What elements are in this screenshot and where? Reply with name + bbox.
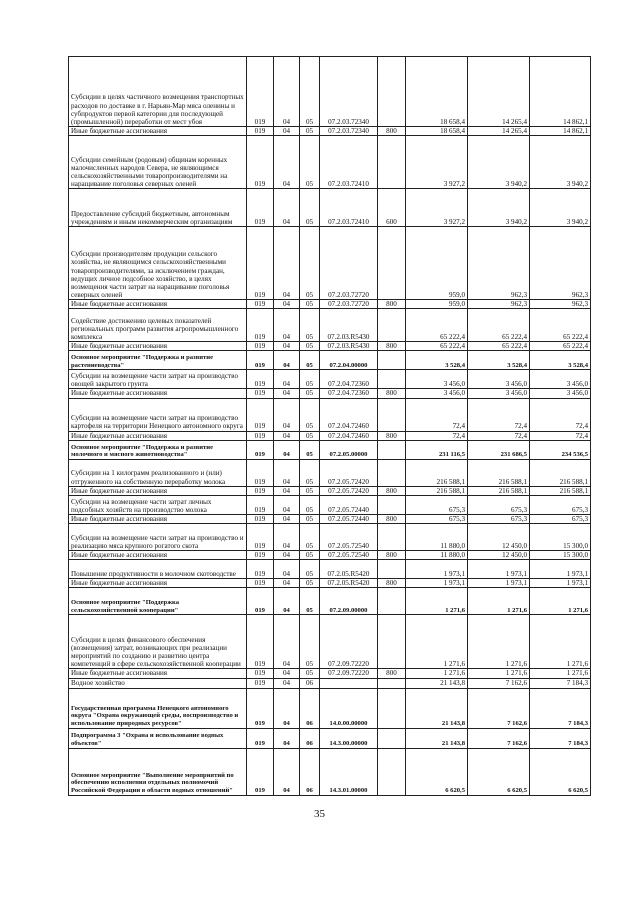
ministry-code: 019 [247, 189, 274, 227]
target-article: 07.2.03.72720 [320, 227, 378, 300]
subsection-code: 05 [300, 351, 320, 370]
ministry-code: 019 [247, 728, 274, 748]
table-row [69, 615, 591, 669]
table-row [69, 57, 591, 127]
amount-year-1: 21 143,8 [406, 678, 468, 688]
target-article: 14.0.00.00000 [320, 688, 378, 728]
table-row [69, 588, 591, 615]
row-description: Иные бюджетные ассигнования [69, 300, 247, 309]
amount-year-3: 3 456,0 [530, 389, 591, 398]
expense-type: 800 [378, 342, 406, 351]
amount-year-2: 3 940,2 [468, 189, 530, 227]
subsection-code: 05 [300, 389, 320, 398]
target-article: 07.2.04.72360 [320, 389, 378, 398]
section-code: 04 [274, 524, 300, 551]
section-code: 04 [274, 688, 300, 728]
section-code: 04 [274, 342, 300, 351]
amount-year-1: 231 116,5 [406, 440, 468, 459]
amount-year-1: 216 588,1 [406, 459, 468, 486]
expense-type: 800 [378, 669, 406, 678]
ministry-code: 019 [247, 342, 274, 351]
ministry-code: 019 [247, 440, 274, 459]
expense-type: 800 [378, 514, 406, 523]
row-description: Субсидии на возмещение части затрат личных подсобных хозяйств на производство молока [69, 495, 247, 514]
target-article: 07.2.03.72720 [320, 300, 378, 309]
section-code: 04 [274, 615, 300, 669]
table-row [69, 342, 591, 351]
amount-year-2: 1 271,6 [468, 588, 530, 615]
amount-year-3: 962,3 [530, 300, 591, 309]
expense-type [378, 615, 406, 669]
amount-year-3: 7 184,3 [530, 728, 591, 748]
row-description: Иные бюджетные ассигнования [69, 431, 247, 440]
row-description: Субсидии на возмещение части затрат на производство и реализацию мяса крупного рогатого скота [69, 524, 247, 551]
amount-year-1: 72,4 [406, 398, 468, 431]
expense-type [378, 728, 406, 748]
amount-year-1: 11 880,0 [406, 524, 468, 551]
ministry-code: 019 [247, 351, 274, 370]
amount-year-3: 6 620,5 [530, 748, 591, 795]
row-description: Содействие достижению целевых показателей региональных программ развития агропромышленного комплекса [69, 309, 247, 342]
table-row [69, 459, 591, 486]
table-row [69, 495, 591, 514]
row-description: Государственная программа Ненецкого автономного округа "Охрана окружающей среды, воспроизводство и использование природных ресурсов" [69, 688, 247, 728]
row-description: Иные бюджетные ассигнования [69, 669, 247, 678]
subsection-code: 05 [300, 459, 320, 486]
target-article: 07.2.05.R5420 [320, 579, 378, 588]
row-description: Повышение продуктивности в молочном скотоводстве [69, 560, 247, 579]
expense-type: 800 [378, 579, 406, 588]
expense-type [378, 57, 406, 127]
target-article: 07.2.03.72340 [320, 127, 378, 136]
target-article [320, 678, 378, 688]
expense-type [378, 748, 406, 795]
expense-type [378, 495, 406, 514]
amount-year-2: 72,4 [468, 398, 530, 431]
subsection-code: 05 [300, 127, 320, 136]
expense-type [378, 136, 406, 189]
row-description: Водное хозяйство [69, 678, 247, 688]
ministry-code: 019 [247, 431, 274, 440]
amount-year-2: 3 528,4 [468, 351, 530, 370]
section-code: 04 [274, 189, 300, 227]
ministry-code: 019 [247, 678, 274, 688]
subsection-code: 05 [300, 431, 320, 440]
subsection-code: 05 [300, 615, 320, 669]
expense-type: 800 [378, 127, 406, 136]
table-row [69, 227, 591, 300]
target-article: 07.2.09.72220 [320, 669, 378, 678]
row-description: Субсидии на возмещение части затрат на производство овощей закрытого грунта [69, 370, 247, 389]
amount-year-1: 675,3 [406, 514, 468, 523]
section-code: 04 [274, 459, 300, 486]
amount-year-1: 1 271,6 [406, 588, 468, 615]
amount-year-2: 72,4 [468, 431, 530, 440]
target-article: 07.2.04.72460 [320, 431, 378, 440]
row-description: Иные бюджетные ассигнования [69, 579, 247, 588]
amount-year-3: 14 862,1 [530, 57, 591, 127]
ministry-code: 019 [247, 309, 274, 342]
ministry-code: 019 [247, 748, 274, 795]
row-description: Основное мероприятие "Выполнение мероприятий по обеспечению исполнения отдельных полномочий Российской Федерации в области водных отношений" [69, 748, 247, 795]
ministry-code: 019 [247, 136, 274, 189]
amount-year-1: 959,0 [406, 300, 468, 309]
section-code: 04 [274, 398, 300, 431]
ministry-code: 019 [247, 227, 274, 300]
expense-type [378, 351, 406, 370]
ministry-code: 019 [247, 551, 274, 560]
section-code: 04 [274, 389, 300, 398]
amount-year-1: 3 528,4 [406, 351, 468, 370]
table-row [69, 127, 591, 136]
subsection-code: 05 [300, 486, 320, 495]
target-article: 07.2.09.72220 [320, 615, 378, 669]
amount-year-3: 65 222,4 [530, 309, 591, 342]
subsection-code: 05 [300, 398, 320, 431]
row-description: Субсидии семейным (родовым) общинам коренных малочисленных народов Севера, не являющимся сельскохозяйственными товаропроизводителями на наращивание поголовья северных оленей [69, 136, 247, 189]
amount-year-2: 216 588,1 [468, 459, 530, 486]
section-code: 04 [274, 136, 300, 189]
amount-year-3: 72,4 [530, 431, 591, 440]
ministry-code: 019 [247, 524, 274, 551]
section-code: 04 [274, 227, 300, 300]
expense-type [378, 459, 406, 486]
row-description: Иные бюджетные ассигнования [69, 127, 247, 136]
ministry-code: 019 [247, 514, 274, 523]
amount-year-2: 962,3 [468, 227, 530, 300]
ministry-code: 019 [247, 300, 274, 309]
amount-year-3: 1 973,1 [530, 579, 591, 588]
subsection-code: 06 [300, 688, 320, 728]
expense-type [378, 588, 406, 615]
subsection-code: 05 [300, 189, 320, 227]
amount-year-1: 72,4 [406, 431, 468, 440]
amount-year-1: 1 271,6 [406, 615, 468, 669]
section-code: 04 [274, 678, 300, 688]
amount-year-2: 65 222,4 [468, 309, 530, 342]
table-row [69, 669, 591, 678]
amount-year-3: 65 222,4 [530, 342, 591, 351]
amount-year-2: 1 973,1 [468, 560, 530, 579]
section-code: 04 [274, 127, 300, 136]
amount-year-2: 7 162,6 [468, 678, 530, 688]
ministry-code: 019 [247, 57, 274, 127]
expense-type [378, 309, 406, 342]
ministry-code: 019 [247, 127, 274, 136]
target-article: 07.2.05.72540 [320, 524, 378, 551]
target-article: 07.2.05.72540 [320, 551, 378, 560]
subsection-code: 05 [300, 300, 320, 309]
row-description: Предоставление субсидий бюджетным, автономным учреждениям и иным некоммерческим организациям [69, 189, 247, 227]
amount-year-2: 7 162,6 [468, 688, 530, 728]
table-row [69, 398, 591, 431]
table-row [69, 370, 591, 389]
expense-type [378, 524, 406, 551]
table-row [69, 309, 591, 342]
subsection-code: 05 [300, 551, 320, 560]
amount-year-1: 21 143,8 [406, 688, 468, 728]
subsection-code: 05 [300, 524, 320, 551]
ministry-code: 019 [247, 398, 274, 431]
amount-year-1: 1 973,1 [406, 579, 468, 588]
amount-year-3: 1 973,1 [530, 560, 591, 579]
target-article: 07.2.03.72340 [320, 57, 378, 127]
target-article: 14.3.00.00000 [320, 728, 378, 748]
subsection-code: 06 [300, 728, 320, 748]
amount-year-1: 3 927,2 [406, 189, 468, 227]
amount-year-1: 21 143,8 [406, 728, 468, 748]
amount-year-3: 1 271,6 [530, 588, 591, 615]
amount-year-3: 7 184,3 [530, 678, 591, 688]
amount-year-2: 3 456,0 [468, 389, 530, 398]
amount-year-1: 3 456,0 [406, 389, 468, 398]
table-row [69, 136, 591, 189]
subsection-code: 05 [300, 560, 320, 579]
ministry-code: 019 [247, 579, 274, 588]
subsection-code: 05 [300, 495, 320, 514]
table-row [69, 431, 591, 440]
table-row [69, 351, 591, 370]
target-article: 07.2.03.72410 [320, 136, 378, 189]
subsection-code: 05 [300, 370, 320, 389]
table-row [69, 678, 591, 688]
amount-year-3: 3 940,2 [530, 136, 591, 189]
amount-year-3: 3 528,4 [530, 351, 591, 370]
row-description: Субсидии на возмещение части затрат на производство картофеля на территории Ненецкого автономного округа [69, 398, 247, 431]
target-article: 07.2.04.72460 [320, 398, 378, 431]
row-description: Иные бюджетные ассигнования [69, 389, 247, 398]
ministry-code: 019 [247, 615, 274, 669]
table-row [69, 560, 591, 579]
row-description: Субсидии производителям продукции сельского хозяйства, не являющимся сельскохозяйственными товаропроизводителями, за исключением граждан, ведущих личное подсобное хозяйство, в целях возмещения части затрат на наращивание поголовья северных оленей [69, 227, 247, 300]
subsection-code: 06 [300, 678, 320, 688]
target-article: 07.2.03.R5430 [320, 342, 378, 351]
row-description: Иные бюджетные ассигнования [69, 342, 247, 351]
section-code: 04 [274, 588, 300, 615]
section-code: 04 [274, 440, 300, 459]
amount-year-3: 675,3 [530, 514, 591, 523]
amount-year-3: 675,3 [530, 495, 591, 514]
subsection-code: 05 [300, 136, 320, 189]
section-code: 04 [274, 486, 300, 495]
section-code: 04 [274, 551, 300, 560]
subsection-code: 05 [300, 342, 320, 351]
table-row [69, 748, 591, 795]
section-code: 04 [274, 309, 300, 342]
expense-type: 800 [378, 389, 406, 398]
table-row [69, 551, 591, 560]
target-article: 14.3.01.00000 [320, 748, 378, 795]
amount-year-1: 65 222,4 [406, 309, 468, 342]
amount-year-1: 959,0 [406, 227, 468, 300]
section-code: 04 [274, 351, 300, 370]
amount-year-3: 1 271,6 [530, 669, 591, 678]
amount-year-1: 675,3 [406, 495, 468, 514]
row-description: Иные бюджетные ассигнования [69, 551, 247, 560]
amount-year-2: 1 271,6 [468, 669, 530, 678]
target-article: 07.2.05.72440 [320, 514, 378, 523]
amount-year-2: 12 450,0 [468, 551, 530, 560]
section-code: 04 [274, 495, 300, 514]
target-article: 07.2.09.00000 [320, 588, 378, 615]
amount-year-1: 1 271,6 [406, 669, 468, 678]
table-row [69, 300, 591, 309]
section-code: 04 [274, 431, 300, 440]
ministry-code: 019 [247, 588, 274, 615]
table-row [69, 389, 591, 398]
amount-year-2: 7 162,6 [468, 728, 530, 748]
row-description: Основное мероприятие "Поддержка сельскохозяйственной кооперации" [69, 588, 247, 615]
amount-year-3: 3 940,2 [530, 189, 591, 227]
amount-year-2: 1 973,1 [468, 579, 530, 588]
amount-year-1: 3 456,0 [406, 370, 468, 389]
amount-year-3: 72,4 [530, 398, 591, 431]
section-code: 04 [274, 748, 300, 795]
expense-type [378, 560, 406, 579]
section-code: 04 [274, 300, 300, 309]
amount-year-2: 6 620,5 [468, 748, 530, 795]
target-article: 07.2.05.72420 [320, 486, 378, 495]
row-description: Основное мероприятие "Поддержка и развитие молочного и мясного животноводства" [69, 440, 247, 459]
amount-year-3: 1 271,6 [530, 615, 591, 669]
amount-year-1: 11 880,0 [406, 551, 468, 560]
expense-type [378, 370, 406, 389]
ministry-code: 019 [247, 669, 274, 678]
subsection-code: 05 [300, 669, 320, 678]
subsection-code: 06 [300, 748, 320, 795]
subsection-code: 05 [300, 57, 320, 127]
expense-type [378, 688, 406, 728]
target-article: 07.2.04.72360 [320, 370, 378, 389]
expense-type: 800 [378, 551, 406, 560]
ministry-code: 019 [247, 486, 274, 495]
table-row [69, 440, 591, 459]
expense-type [378, 440, 406, 459]
amount-year-1: 65 222,4 [406, 342, 468, 351]
budget-table [68, 56, 591, 796]
row-description: Субсидии в целях частичного возмещения транспортных расходов по доставке в г. Нарьян-Мар мяса оленины и субпродуктов первой категории для последующей (промышленной) переработки от мест убоя [69, 57, 247, 127]
target-article: 07.2.05.R5420 [320, 560, 378, 579]
amount-year-3: 216 588,1 [530, 486, 591, 495]
amount-year-1: 18 658,4 [406, 127, 468, 136]
amount-year-3: 216 588,1 [530, 459, 591, 486]
row-description: Субсидии в целях финансового обеспечения (возмещения) затрат, возникающих при реализации мероприятий по созданию и развитию центра компетенций в сфере сельскохозяйственной кооперации [69, 615, 247, 669]
subsection-code: 05 [300, 227, 320, 300]
expense-type: 800 [378, 486, 406, 495]
expense-type [378, 227, 406, 300]
ministry-code: 019 [247, 688, 274, 728]
amount-year-3: 14 862,1 [530, 127, 591, 136]
amount-year-1: 216 588,1 [406, 486, 468, 495]
section-code: 04 [274, 728, 300, 748]
expense-type: 800 [378, 300, 406, 309]
expense-type [378, 678, 406, 688]
amount-year-3: 962,3 [530, 227, 591, 300]
ministry-code: 019 [247, 389, 274, 398]
section-code: 04 [274, 579, 300, 588]
expense-type: 600 [378, 189, 406, 227]
row-description: Иные бюджетные ассигнования [69, 486, 247, 495]
expense-type: 800 [378, 431, 406, 440]
row-description: Субсидии на 1 килограмм реализованного и (или) отгруженного на собственную переработку молока [69, 459, 247, 486]
table-row [69, 728, 591, 748]
subsection-code: 05 [300, 309, 320, 342]
amount-year-3: 7 184,3 [530, 688, 591, 728]
subsection-code: 05 [300, 440, 320, 459]
target-article: 07.2.04.00000 [320, 351, 378, 370]
table-row [69, 579, 591, 588]
subsection-code: 05 [300, 514, 320, 523]
target-article: 07.2.03.R5430 [320, 309, 378, 342]
subsection-code: 05 [300, 588, 320, 615]
expense-type [378, 398, 406, 431]
section-code: 04 [274, 57, 300, 127]
amount-year-2: 1 271,6 [468, 615, 530, 669]
amount-year-3: 15 300,0 [530, 524, 591, 551]
section-code: 04 [274, 560, 300, 579]
table-row [69, 189, 591, 227]
ministry-code: 019 [247, 459, 274, 486]
section-code: 04 [274, 370, 300, 389]
amount-year-3: 234 536,5 [530, 440, 591, 459]
amount-year-2: 14 265,4 [468, 127, 530, 136]
amount-year-1: 1 973,1 [406, 560, 468, 579]
amount-year-1: 3 927,2 [406, 136, 468, 189]
subsection-code: 05 [300, 579, 320, 588]
table-body [69, 57, 591, 796]
amount-year-2: 231 686,5 [468, 440, 530, 459]
table-row [69, 524, 591, 551]
amount-year-1: 18 658,4 [406, 57, 468, 127]
amount-year-2: 65 222,4 [468, 342, 530, 351]
amount-year-2: 3 940,2 [468, 136, 530, 189]
row-description: Основное мероприятие "Поддержка и развитие растениеводства" [69, 351, 247, 370]
table-row [69, 688, 591, 728]
amount-year-2: 962,3 [468, 300, 530, 309]
amount-year-2: 3 456,0 [468, 370, 530, 389]
amount-year-2: 14 265,4 [468, 57, 530, 127]
target-article: 07.2.05.00000 [320, 440, 378, 459]
amount-year-2: 216 588,1 [468, 486, 530, 495]
amount-year-2: 675,3 [468, 514, 530, 523]
target-article: 07.2.05.72440 [320, 495, 378, 514]
ministry-code: 019 [247, 560, 274, 579]
amount-year-2: 675,3 [468, 495, 530, 514]
amount-year-2: 12 450,0 [468, 524, 530, 551]
section-code: 04 [274, 669, 300, 678]
table-row [69, 486, 591, 495]
amount-year-3: 15 300,0 [530, 551, 591, 560]
table-row [69, 514, 591, 523]
section-code: 04 [274, 514, 300, 523]
page-number: 35 [314, 808, 325, 820]
row-description: Иные бюджетные ассигнования [69, 514, 247, 523]
target-article: 07.2.05.72420 [320, 459, 378, 486]
amount-year-3: 3 456,0 [530, 370, 591, 389]
ministry-code: 019 [247, 370, 274, 389]
amount-year-1: 6 620,5 [406, 748, 468, 795]
ministry-code: 019 [247, 495, 274, 514]
target-article: 07.2.03.72410 [320, 189, 378, 227]
row-description: Подпрограмма 3 "Охрана и использование водных объектов" [69, 728, 247, 748]
